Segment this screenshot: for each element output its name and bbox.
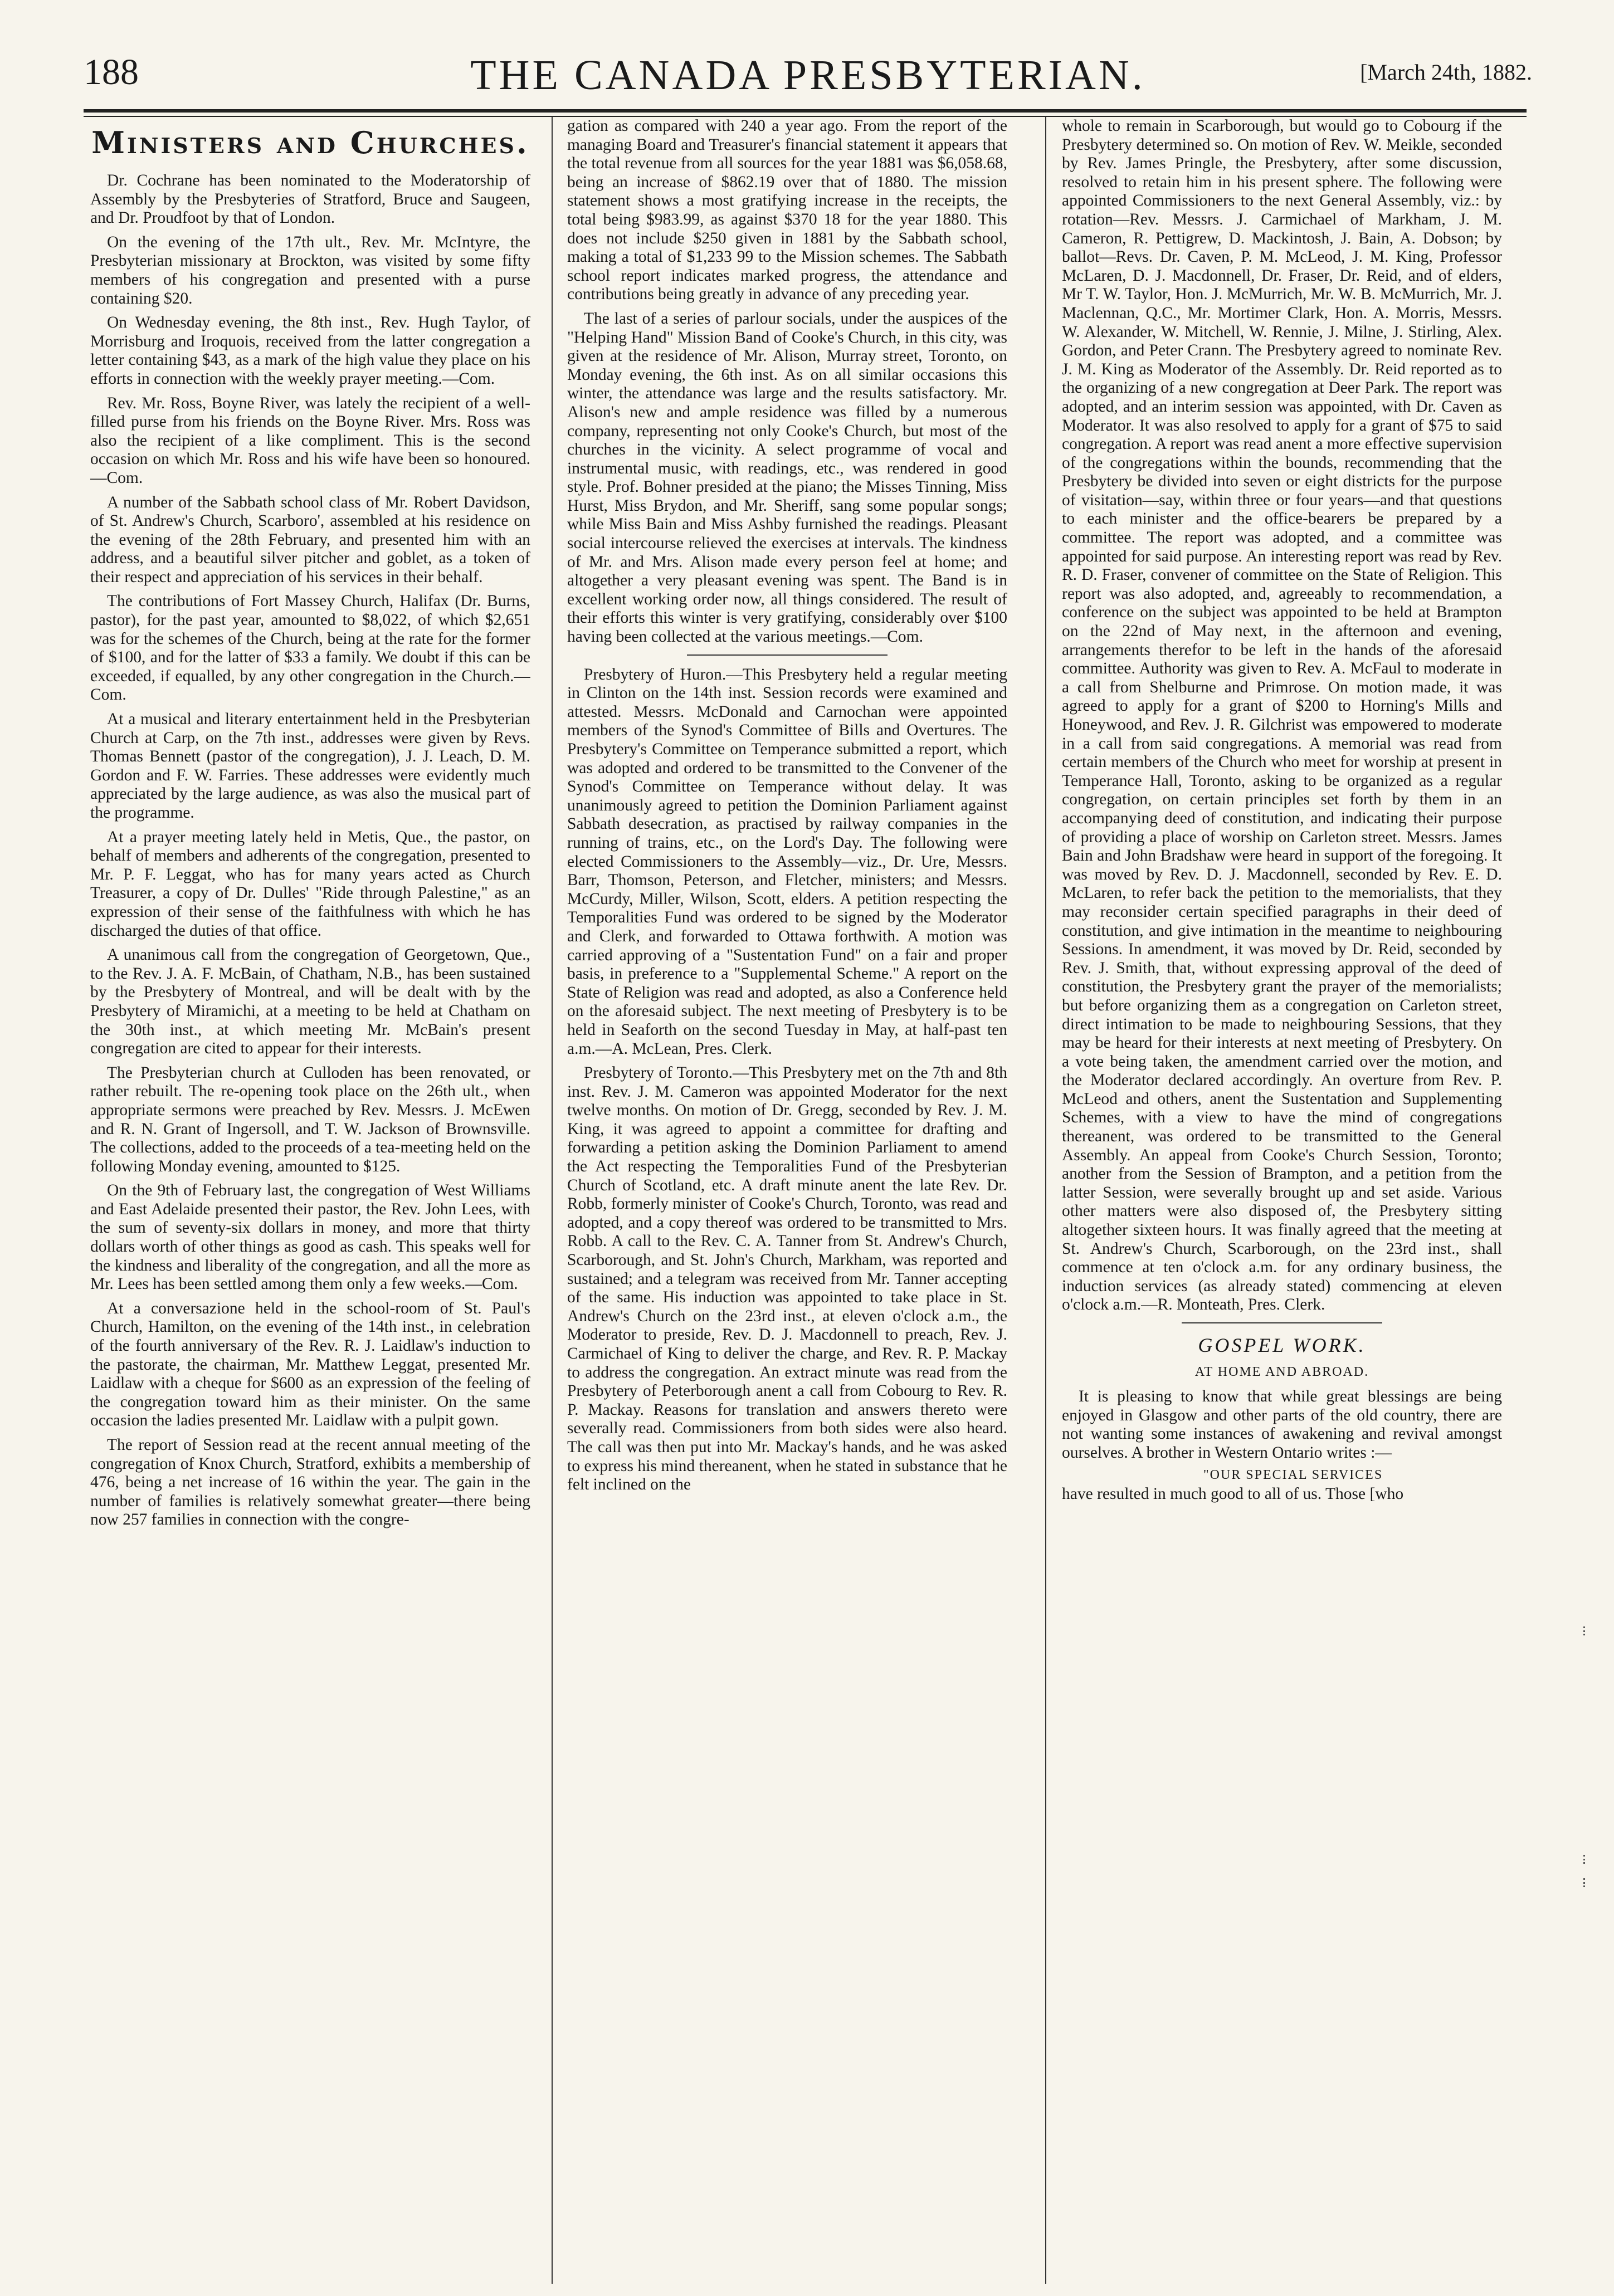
article-paragraph: At a musical and literary entertainment held in the Presbyterian Church at Carp, on the 7th inst., addresses were given by Revs. Thomas Bennett (pastor of the congregation), J. J. Leach, D. M. Gordon and F. W. Farries. These addresses were evidently much appreciated by the large audience, as was also the musical part of the programme. (90, 710, 530, 822)
margin-mark (1583, 1626, 1585, 1635)
column-divider (552, 117, 553, 2284)
article-paragraph: whole to remain in Scarborough, but would go to Cobourg if the Presbytery determined so. On motion of Rev. W. Meikle, seconded by Rev. James Pringle, the Presbytery, after some discussion, resolved to retain him in his present sphere. The following were appointed Commissioners to the next General Assembly, viz.: by rotation—Rev. Messrs. J. Carmichael of Markham, J. M. Cameron, R. Pettigrew, D. Mackintosh, J. Bain, A. Dobson; by ballot—Revs. Dr. Caven, P. M. McLeod, J. M. King, Professor McLaren, D. J. Macdonnell, Dr. Fraser, Dr. Reid, and of elders, Mr T. W. Taylor, Hon. J. McMurrich, Mr. W. B. McMurrich, Mr. J. Maclennan, Q.C., Mr. Mortimer Clark, Hon. A. Morris, Messrs. W. Alexander, W. Mitchell, W. Rennie, J. Milne, J. Stirling, Alex. Gordon, and Peter Crann. The Presbytery agreed to nominate Rev. J. M. King as Moderator of the Assembly. Dr. Reid reported as to the organizing of a new congregation at Deer Park. The report was adopted, and an interim session was appointed, with Dr. Caven as Moderator. It was also resolved to apply for a grant of $75 to said congregation. A report was read anent a more effective supervision of the congregations within the bounds, recommending that the Presbytery be divided into seven or eight districts for the purpose of visitation—say, within three or four years—and that questions to each minister and the office-bearers be prepared by a committee. The report was adopted, and a committee was appointed for said purpose. An interesting report was read by Rev. R. D. Fraser, convener of committee on the State of Religion. This report was also adopted, and, agreeably to recommendation, a conference on the subject was appointed to be held at Brampton on the 22nd of May next, in the afternoon and evening, arrangements therefor to be left in the hands of the aforesaid committee. Authority was given to Rev. A. McFaul to moderate in a call from Shelburne and Primrose. On motion made, it was agreed to apply for a grant of $200 to Horning's Mills and Honeywood, and Rev. J. R. Gilchrist was empowered to moderate in a call from said congregations. A memorial was read from certain members of the Church who meet for worship at present in Temperance Hall, Toronto, asking to be organized as a regular congregation, on certain principles set forth by them in an accompanying deed of constitution, and indicating their purpose of providing a place of worship on Carleton street. Messrs. James Bain and John Bradshaw were heard in support of the foregoing. It was moved by Rev. D. J. Macdonnell, seconded by Rev. E. D. McLaren, to refer back the petition to the memorialists, that they may reconsider certain specified paragraphs in their deed of constitution, and give intimation in the meantime to neighbouring Sessions. In amendment, it was moved by Dr. Reid, seconded by Rev. J. Smith, that, without expressing approval of the deed of constitution, the Presbytery grant the prayer of the memorialists; but before organizing them as a congregation on Carleton street, direct intimation to be made to neighbouring Sessions, that they may be heard for their interests at next meeting of Presbytery. On a vote being taken, the amendment carried over the motion, and the Moderator declared accordingly. An overture from Rev. P. McLeod and others, anent the Sustentation and Supplementing Schemes, with a view to have the mind of congregations thereanent, was ordered to be transmitted to the General Assembly. An appeal from Cooke's Church Session, Toronto; another from the Session of Brampton, and a petition from the latter Session, were severally brought up and set aside. Various other matters were also disposed of, the Presbytery sitting altogether sixteen hours. It was finally agreed that the meeting at St. Andrew's Church, Scarborough, on the 23rd inst., shall commence at ten o'clock a.m. for any ordinary business, the induction services (as already stated) commencing at eleven o'clock a.m.—R. Monteath, Pres. Clerk. (1062, 117, 1502, 1314)
section-divider (1182, 1322, 1382, 1323)
newspaper-title: THE CANADA PRESBYTERIAN. (470, 52, 1145, 99)
article-paragraph: Presbytery of Toronto.—This Presbytery met on the 7th and 8th inst. Rev. J. M. Cameron was appointed Moderator for the next twelve months. On motion of Dr. Gregg, seconded by Rev. J. M. King, it was agreed to appoint a committee for drafting and forwarding a petition asking the Dominion Parliament to amend the Act respecting the Temporalities Fund of the Presbyterian Church of Scotland, etc. A draft minute anent the late Rev. Dr. Robb, formerly minister of Cooke's Church, Toronto, was read and adopted, and a copy thereof was ordered to be transmitted to Mrs. Robb. A call to the Rev. C. A. Tanner from St. Andrew's Church, Scarborough, and St. John's Church, Markham, was reported and sustained; and a telegram was received from Mr. Tanner accepting of the same. His induction was appointed to take place in St. Andrew's Church on the 23rd inst., at eleven o'clock a.m., the Moderator to preside, Rev. D. J. Macdonnell to preach, Rev. J. Carmichael of King to deliver the charge, and Rev. R. P. Mackay to address the congregation. An extract minute was read from the Presbytery of Peterborough anent a call from Cobourg to Rev. R. P. Mackay. Reasons for translation and answers thereto were severally read. Commissioners from both sides were also heard. The call was then put into Mr. Mackay's hands, and he was asked to express his mind thereanent, when he stated in substance that he felt inclined on the (567, 1064, 1007, 1494)
article-paragraph: A number of the Sabbath school class of Mr. Robert Davidson, of St. Andrew's Church, Scarboro', assembled at his residence on the evening of the 28th February, and presented him with an address, and a beautiful silver pitcher and goblet, as a token of their respect and appreciation of his services in their behalf. (90, 493, 530, 586)
header-rule (84, 109, 1527, 117)
article-paragraph: The contributions of Fort Massey Church, Halifax (Dr. Burns, pastor), for the past year, amounted to $8,022, of which $2,651 was for the schemes of the Church, being at the rate for the former of $100, and for the latter of $33 a family. We doubt if this can be exceeded, if equalled, by any other congregation in the Church.—Com. (90, 592, 530, 704)
quote-heading: "OUR SPECIAL SERVICES (1203, 1468, 1383, 1483)
article-paragraph: At a prayer meeting lately held in Metis, Que., the pastor, on behalf of members and adherents of the congregation, presented to Mr. P. F. Leggat, who has for many years acted as Church Treasurer, a copy of Dr. Dulles' "Ride through Palestine," as an expression of their sense of the faithfulness with which he has discharged the duties of that office. (90, 828, 530, 940)
article-paragraph: gation as compared with 240 a year ago. From the report of the managing Board and Treasurer's financial statement it appears that the total revenue from all sources for the year 1881 was $6,058.68, being an increase of $862.19 over that of 1880. The mission statement shows a most gratifying increase in the receipts, the total being $983.99, as against $370 18 for the year 1880. This does not include $250 given in 1881 by the Sabbath school, making a total of $1,233 99 to the Mission schemes. The Sabbath school report indicates marked progress, the attendance and contributions being greatly in advance of any preceding year. (567, 117, 1007, 304)
article-paragraph: On the evening of the 17th ult., Rev. Mr. McIntyre, the Presbyterian missionary at Brockton, was visited by some fifty members of his congregation and presented with a purse containing $20. (90, 233, 530, 307)
masthead (84, 51, 1532, 107)
section-divider (687, 654, 888, 656)
margin-mark (1583, 1878, 1585, 1887)
article-paragraph: It is pleasing to know that while great blessings are being enjoyed in Glasgow and other parts of the old country, there are not wanting some instances of awakening and revival amongst ourselves. A brother in Western Ontario writes :— (1062, 1388, 1502, 1462)
column-1 (90, 117, 530, 2284)
article-paragraph: The Presbyterian church at Culloden has been renovated, or rather rebuilt. The re-opening took place on the 26th ult., when appropriate sermons were preached by Rev. Messrs. J. McEwen and R. N. Grant of Ingersoll, and T. W. Jackson of Brownsville. The collections, added to the proceeds of a tea-meeting held on the following Monday evening, amounted to $125. (90, 1063, 530, 1175)
column-2 (567, 117, 1007, 2284)
article-paragraph: A unanimous call from the congregation of Georgetown, Que., to the Rev. J. A. F. McBain, of Chatham, N.B., has been sustained by the Presbytery of Montreal, and will be dealt with by the Presbytery of Miramichi, at a meeting to be held at Chatham on the 30th inst., at which meeting Mr. McBain's present congregation are cited to appear for their interests. (90, 946, 530, 1058)
margin-mark (1583, 1855, 1585, 1864)
article-paragraph: On the 9th of February last, the congregation of West Williams and East Adelaide presented their pastor, the Rev. John Lees, with the sum of seventy-six dollars in money, and more that thirty dollars worth of other things as good as cash. This speaks well for the kindness and liberality of the congregation, and all the more as Mr. Lees has been settled among them only a few weeks.—Com. (90, 1181, 530, 1293)
article-paragraph: On Wednesday evening, the 8th inst., Rev. Hugh Taylor, of Morrisburg and Iroquois, received from the latter congregation a letter containing $43, as a mark of the high value they place on his efforts in connection with the weekly prayer meeting.—Com. (90, 314, 530, 388)
column-3 (1062, 117, 1502, 2284)
article-paragraph: Rev. Mr. Ross, Boyne River, was lately the recipient of a well-filled purse from his friends on the Boyne River. Mrs. Ross was also the recipient of a like compliment. This is the second occasion on which Mr. Ross and his wife have been so honoured.—Com. (90, 394, 530, 487)
column-divider (1045, 117, 1046, 2284)
article-paragraph: At a conversazione held in the school-room of St. Paul's Church, Hamilton, on the evening of the 14th inst., in celebration of the fourth anniversary of the Rev. R. J. Laidlaw's induction to the pastorate, the chairman, Mr. Matthew Leggat, presented Mr. Laidlaw with a cheque for $600 as an expression of the feeling of the congregation toward him as their minister. On the same occasion the ladies presented Mr. Laidlaw with a pulpit gown. (90, 1299, 530, 1430)
article-paragraph: Presbytery of Huron.—This Presbytery held a regular meeting in Clinton on the 14th inst. Session records were examined and attested. Messrs. McDonald and Carnochan were appointed members of the Synod's Committee of Bills and Overtures. The Presbytery's Committee on Temperance submitted a report, which was adopted and ordered to be transmitted to the Convener of the Synod's Committee on Temperance without delay. It was unanimously agreed to petition the Dominion Parliament against Sabbath desecration, as practised by railway companies in the running of trains, etc., on the Lord's Day. The following were elected Commissioners to the Assembly—viz., Dr. Ure, Messrs. Barr, Thomson, Peterson, and Fletcher, ministers; and Messrs. McCurdy, Miller, Wilson, Scott, elders. A petition respecting the Temporalities Fund was ordered to be signed by the Moderator and Clerk, and forwarded to Ottawa forthwith. A motion was carried approving of a "Sustentation Fund" on a fair and proper basis, in preference to a "Supplemental Scheme." A report on the State of Religion was read and adopted, as also a Conference held on the aforesaid subject. The next meeting of Presbytery is to be held in Seaforth on the second Tuesday in May, at half-past ten a.m.—A. McLean, Pres. Clerk. (567, 665, 1007, 1058)
page-number: 188 (84, 52, 139, 92)
issue-date: [March 24th, 1882. (1360, 60, 1532, 85)
article-paragraph: have resulted in much good to all of us. Those [who (1062, 1485, 1404, 1503)
article-paragraph: Dr. Cochrane has been nominated to the Moderatorship of Assembly by the Presbyteries of Stratford, Bruce and Saugeen, and Dr. Proudfoot by that of London. (90, 172, 530, 227)
article-paragraph: The last of a series of parlour socials, under the auspices of the "Helping Hand" Mission Band of Cooke's Church, in this city, was given at the residence of Mr. Alison, Murray street, Toronto, on Monday evening, the 6th inst. As on all similar occasions this winter, the attendance was large and the results satisfactory. Mr. Alison's new and ample residence was filled by a numerous company, representing not only Cooke's Church, but most of the churches in the vicinity. A select programme of vocal and instrumental music, with readings, etc., was rendered in good style. Prof. Bohner presided at the piano; the Misses Tinning, Miss Hurst, Miss Brydon, and Mr. Sheriff, sang some popular songs; while Miss Bain and Miss Ashby furnished the readings. Pleasant social intercourse relieved the exercises at intervals. The kindness of Mr. and Mrs. Alison made every person feel at home; and altogether a very pleasant evening was spent. The Band is in excellent working order now, all things considered. The result of their efforts this winter is very gratifying, considerably over $100 having been collected at the various meetings.—Com. (567, 309, 1007, 646)
article-paragraph: The report of Session read at the recent annual meeting of the congregation of Knox Church, Stratford, exhibits a membership of 476, being a net increase of 16 within the year. The gain in the number of families is relatively somewhat greater—there being now 257 families in connection with the congre- (90, 1436, 530, 1529)
section-title: GOSPEL WORK. (1198, 1334, 1366, 1356)
section-subtitle: AT HOME AND ABROAD. (1194, 1365, 1369, 1379)
section-title: Ministers and Churches. (91, 125, 529, 160)
